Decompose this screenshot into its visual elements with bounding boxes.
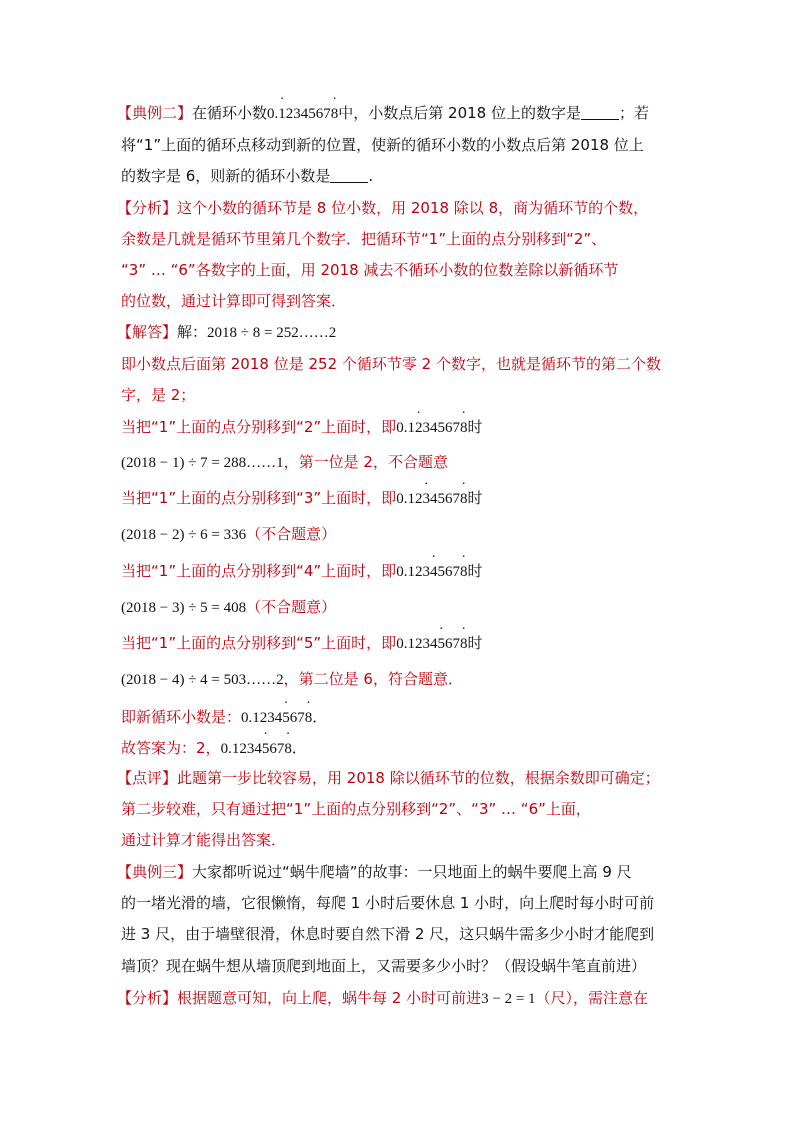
text: 当把“1”上面的点分别移到“4”上面时，即 — [121, 562, 397, 580]
dotted-digit: · 8 — [460, 562, 468, 582]
example-2-line-2: 将“1”上面的循环点移动到新的位置，使新的循环小数的小数点后第 2018 位上 — [121, 136, 644, 154]
repeating-decimal — [396, 491, 467, 507]
solution-line-2: 即小数点后面第 2018 位是 252 个循环节零 2 个数字，也就是循环节的第二个数 — [121, 355, 661, 373]
text: 这个小数的循环节是 8 位小数，用 2018 除以 8，商为循环节的个数， — [177, 199, 649, 217]
decimal-part: 567 — [437, 564, 460, 580]
analysis-line-3: “3” … “6”各数字的上面，用 2018 减去不循环小数的位数差除以新循环节 — [121, 261, 619, 279]
comment-line-2: 第二步较难，只有通过把“1”上面的点分别移到“2”、“3” … “6”上面， — [121, 800, 591, 818]
dotted-digit: · 8 — [460, 489, 468, 509]
decimal-part: 234567 — [285, 106, 331, 122]
analysis-tag: 【分析】 — [117, 199, 178, 217]
decimal-part: 0.1234 — [396, 636, 438, 652]
text: （尺），需注意在 — [535, 989, 649, 1007]
example-3-tag: 【典例三】 — [117, 863, 193, 881]
example-3-line-1 — [117, 862, 632, 882]
decimal-part: 0.1 — [396, 420, 415, 436]
text: ，第一位是 2，不合题意 — [283, 453, 448, 471]
text: 解： — [177, 323, 208, 341]
text: 此题第一步比较容易，用 2018 除以循环节的位数，根据余数即可确定； — [177, 769, 660, 787]
equation: (2018 − 2) ÷ 6 = 336 — [121, 527, 247, 543]
solution-line-3: 字，是 2； — [121, 386, 196, 404]
decimal-part: 67 — [444, 636, 460, 652]
example-3-line-3: 进 3 尺，由于墙壁很滑，休息时要自然下滑 2 尺，这只蜗牛需多少小时才能爬到 — [121, 925, 655, 943]
case-3-equation-line — [121, 524, 336, 545]
equation: 3 − 2 = 1 — [481, 991, 536, 1007]
comment-line-3: 通过计算才能得出答案． — [121, 831, 287, 849]
dotted-digit: · 5 — [437, 634, 445, 654]
repeating-decimal — [396, 564, 467, 580]
example-3-line-2: 的一堵光滑的墙，它很懒惰，每爬 1 小时后要休息 1 小时，向上爬时每小时可前 — [121, 894, 655, 912]
case-4-equation-line — [121, 597, 336, 618]
new-decimal-line — [121, 707, 327, 728]
decimal-part: 0.123 — [396, 564, 430, 580]
text: ；若 — [619, 104, 650, 122]
text: 大家都听说过“蜗牛爬墙”的故事：一只地面上的蜗牛要爬上高 9 尺 — [192, 863, 632, 881]
example-3-line-4: 墙顶？现在蜗牛想从墙顶爬到地面上，又需要多少小时？（假设蜗牛笔直前进） — [121, 957, 647, 975]
example-2-line-3 — [121, 166, 373, 186]
case-2-equation-line — [121, 452, 448, 473]
repeating-decimal — [396, 420, 467, 436]
text: 当把“1”上面的点分别移到“2”上面时，即 — [121, 418, 397, 436]
text: 根据题意可知，向上爬，蜗牛每 2 小时可前进 — [177, 989, 482, 1007]
decimal-part: 34567 — [422, 420, 460, 436]
decimal-part: 67 — [289, 710, 305, 726]
answer-value: 2， — [196, 739, 221, 757]
repeating-decimal — [241, 710, 312, 726]
text: 故答案为： — [121, 739, 197, 757]
dotted-digit: · 8 — [284, 739, 292, 759]
text: 当把“1”上面的点分别移到“5”上面时，即 — [121, 634, 397, 652]
dotted-digit: · 5 — [262, 739, 270, 759]
dotted-digit: · 5 — [282, 708, 290, 728]
text: 时 — [467, 489, 483, 507]
decimal-part: 67 — [269, 741, 285, 757]
analysis-3-tag: 【分析】 — [117, 989, 178, 1007]
text: ． — [291, 739, 307, 757]
analysis-3-line-1 — [117, 988, 648, 1009]
text: （不合题意） — [246, 525, 337, 543]
analysis-line-2: 余数是几就是循环节里第几个数字．把循环节“1”上面的点分别移到“2”、 — [121, 230, 607, 248]
answer-line — [121, 738, 307, 759]
text: （不合题意） — [246, 598, 337, 616]
text: 中，小数点后第 2018 位上的数字是 — [338, 104, 581, 122]
text: 当把“1”上面的点分别移到“3”上面时，即 — [121, 489, 397, 507]
case-5-line — [121, 633, 482, 654]
decimal-part: 0.1234 — [241, 710, 283, 726]
case-2-line — [121, 417, 482, 438]
dotted-digit: · 3 — [422, 489, 430, 509]
dotted-digit: · 4 — [430, 562, 438, 582]
analysis-line-1 — [117, 198, 648, 218]
text: ，第二位是 6，符合题意． — [283, 670, 463, 688]
comment-line-1 — [117, 768, 660, 788]
equation: (2018 − 1) ÷ 7 = 288……1 — [121, 455, 284, 471]
text: 时 — [467, 562, 483, 580]
decimal-part: 4567 — [429, 491, 460, 507]
dotted-digit: · 2 — [415, 418, 423, 438]
dotted-digit: · 8 — [460, 418, 468, 438]
case-4-line — [121, 561, 482, 582]
dotted-digit: · 8 — [305, 708, 313, 728]
repeating-decimal — [267, 106, 338, 122]
solution-line-1 — [117, 322, 336, 343]
comment-tag: 【点评】 — [117, 769, 178, 787]
dotted-digit: · 1 — [278, 104, 286, 124]
equation: 2018 ÷ 8 = 252……2 — [207, 325, 337, 341]
case-5-equation-line — [121, 669, 463, 690]
text: 时 — [467, 418, 483, 436]
text: 在循环小数 — [192, 104, 268, 122]
repeating-decimal — [221, 741, 292, 757]
dotted-digit: · 8 — [460, 634, 468, 654]
dotted-digit: · 8 — [331, 104, 339, 124]
decimal-part: 0.1234 — [220, 741, 262, 757]
example-2-tag: 【典例二】 — [117, 104, 193, 122]
solution-tag: 【解答】 — [117, 323, 178, 341]
answer-blank — [581, 105, 619, 120]
analysis-line-4: 的位数，通过计算即可得到答案． — [121, 292, 347, 310]
text: 时 — [467, 634, 483, 652]
equation: (2018 − 3) ÷ 5 = 408 — [121, 600, 247, 616]
case-3-line — [121, 488, 482, 509]
text: 的数字是 6，则新的循环小数是 — [121, 167, 331, 185]
decimal-part: 0.12 — [396, 491, 423, 507]
text: . — [368, 167, 374, 185]
example-2-line-1 — [117, 103, 649, 124]
answer-blank — [330, 168, 368, 183]
text: 即新循环小数是： — [121, 708, 242, 726]
equation: (2018 − 4) ÷ 4 = 503……2 — [121, 672, 284, 688]
text: ． — [312, 708, 328, 726]
decimal-part: 0. — [267, 106, 279, 122]
repeating-decimal — [396, 636, 467, 652]
